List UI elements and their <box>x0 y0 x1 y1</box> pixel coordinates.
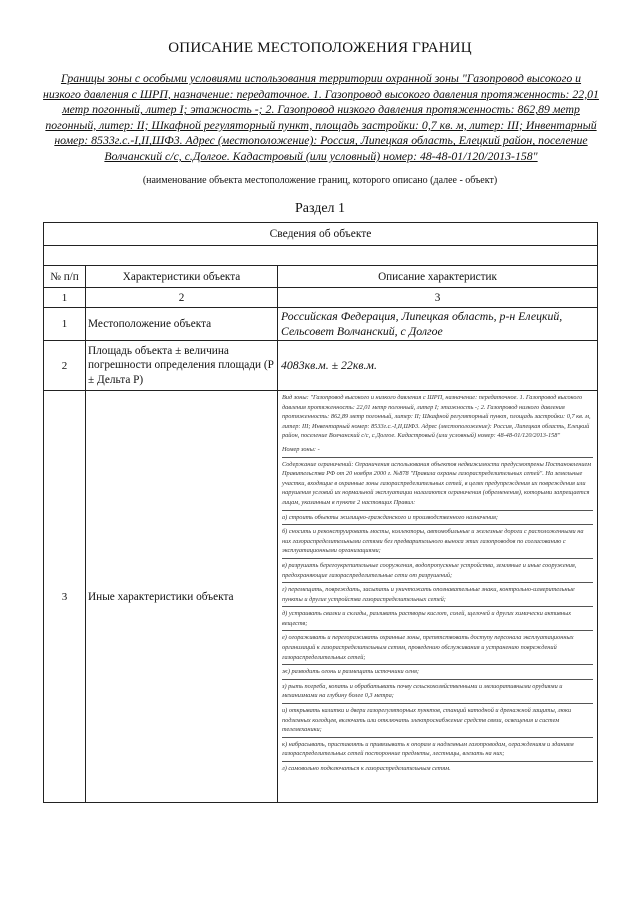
document-title: ОПИСАНИЕ МЕСТОПОЛОЖЕНИЯ ГРАНИЦ <box>168 40 472 56</box>
object-description-note: (наименование объекта местоположение границ, которого описано (далее - объект) <box>142 175 498 186</box>
row-characteristic: Площадь объекта ± величина погрешности определения площади (P ± Дельта P) <box>86 341 278 391</box>
restriction-item: к) набрасывать, приставлять и привязывать к опорам и надземным газопроводам, ограждениям и зданиям газораспределительных сетей посторонние предметы, лестницы, влезать на них; <box>282 737 593 759</box>
row-description: 4083кв.м. ± 22кв.м. <box>278 341 598 391</box>
row-characteristic: Местоположение объекта <box>86 308 278 341</box>
zone-number-paragraph: Номер зоны: - <box>282 445 320 453</box>
table-row <box>44 341 598 391</box>
table-row <box>44 308 598 341</box>
index-cell: 2 <box>86 288 278 308</box>
restriction-item: а) строить объекты жилищно-гражданского и производственного назначения; <box>282 510 593 523</box>
row-num: 3 <box>44 391 86 803</box>
table-caption: Сведения об объекте <box>44 223 598 246</box>
other-characteristics-cell <box>278 391 598 803</box>
restriction-item: г) перемещать, повреждать, засыпать и уничтожать опознавательные знаки, контрольно-измерительные пункты и другие устройства газораспределительных сетей; <box>282 582 593 604</box>
index-cell: 1 <box>44 288 86 308</box>
restriction-item: з) рыть погреба, копать и обрабатывать почву сельскохозяйственными и мелиоративными орудиями и механизмами на глубину более 0,3 метра; <box>282 679 593 701</box>
header-characteristics: Характеристики объекта <box>86 266 278 288</box>
section-title: Раздел 1 <box>294 201 346 216</box>
restriction-item: л) самовольно подключаться к газораспределительным сетям. <box>282 761 593 774</box>
restriction-item: б) сносить и реконструировать мосты, коллекторы, автомобильные и железные дороги с расположенными на них газораспределительными сетями без предварительного выноса этих газопроводов по согласованию с эксплуатационными организациями; <box>282 524 593 556</box>
object-info-table <box>43 222 598 803</box>
row-num: 2 <box>44 341 86 391</box>
row-num: 1 <box>44 308 86 341</box>
header-num: № п/п <box>44 266 86 288</box>
restriction-item: и) открывать калитки и двери газорегуляторных пунктов, станций катодной и дренажной защиты, люки подземных колодцев, включать или отключать электроснабжение средств связи, освещения и систем телемеханики; <box>282 703 593 735</box>
restrictions-paragraph: Содержание ограничений: Ограничения использования объектов недвижимости предусмотрены Постановлением Правительства РФ от 20 ноября 2000 г. №878 "Правила охраны газораспределительных сетей". На земельные участки, входящие в охранные зоны газораспределительных сетей, в целях предупреждения их повреждения или нарушения условий их нормальной эксплуатации налагаются ограничения (обременения), которыми запрещается лицам, указанным в пункте 2 настоящих Правил: <box>282 457 593 508</box>
row-characteristic: Иные характеристики объекта <box>86 391 278 803</box>
header-description: Описание характеристик <box>278 266 598 288</box>
row-description: Российская Федерация, Липецкая область, р-н Елецкий, Сельсовет Волчанский, с Долгое <box>278 308 598 341</box>
object-description-header: Границы зоны с особыми условиями использования территории охранной зоны "Газопровод высокого и низкого давления с ШРП, назначение: передаточное. 1. Газопровод высокого давления протяженность: 22,01 метр погонный, литер I; этажность -; 2. Газопровод низкого давления протяженность: 862,89 метр погонный, литер: II; Шкафной регуляторный пункт, площадь застройки: 0,7 кв. м, литер: III; Инвентарный номер: 8533г.с.-I,II,ШФ3. Адрес (местоположение): Россия, Липецкая область, Елецкий район, поселение Волчанский с/с, с.Долгое. Кадастровый (или условный) номер: 48-48-01/120/2013-158" <box>43 71 599 163</box>
restriction-item: д) устраивать свалки и склады, разливать растворы кислот, солей, щелочей и других химически активных веществ; <box>282 606 593 628</box>
table-spacer-row <box>44 246 598 266</box>
index-cell: 3 <box>278 288 598 308</box>
zone-kind-paragraph: Вид зоны: "Газопровод высокого и низкого давления с ШРП, назначение: передаточное. 1. Газопровод высокого давления протяженность: 22,01 метр погонный, литер I; этажность -; 2. Газопровод низкого давления протяженность: 862,89 метр погонный, литер: II; Шкафной регуляторный пункт, площадь застройки: 0,7 кв. м, литер: III; Инвентарный номер: 8533г.с.-I,II,ШФ3. Адрес (местоположение): Россия, Липецкая область, Елецкий район, поселение Волчанский с/с, с.Долгое. Кадастровый (или условный) номер: 48-48-01/120/2013-158" <box>282 394 591 440</box>
restriction-item: ж) разводить огонь и размещать источники огня; <box>282 664 593 677</box>
table-row <box>44 391 598 803</box>
restriction-item: в) разрушать берегоукрепительные сооружения, водопропускные устройства, земляные и иные сооружения, предохраняющие газораспределительные сети от разрушений; <box>282 558 593 580</box>
restriction-item: е) огораживать и перегораживать охранные зоны, препятствовать доступу персонала эксплуатационных организаций к газораспределительным сетям, проведению обслуживания и устранению повреждений газораспределительных сетей; <box>282 630 593 662</box>
